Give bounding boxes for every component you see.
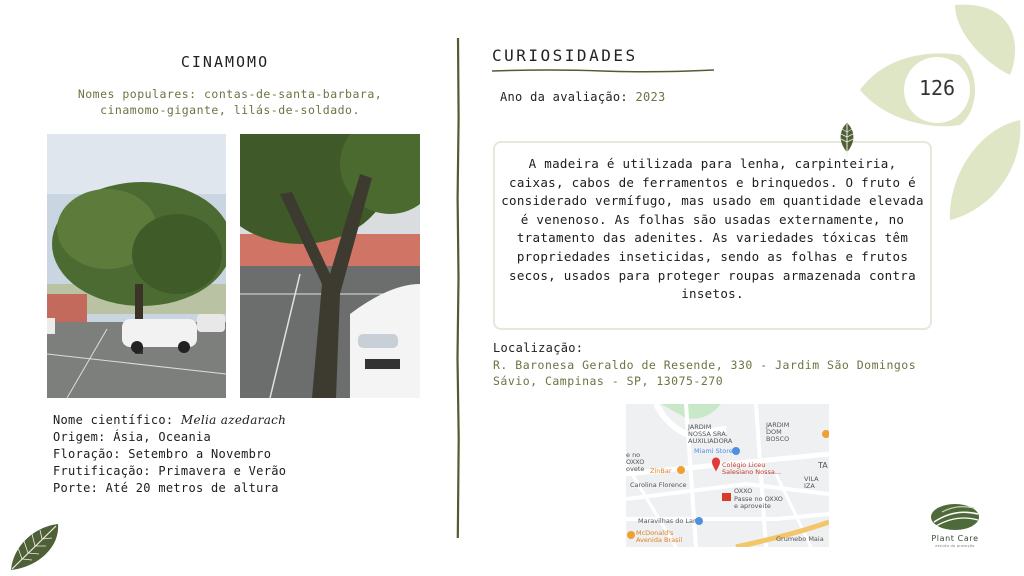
leaf-icon-bottom [8, 522, 62, 572]
tree-photo-1 [47, 134, 226, 398]
curiosities-title: CURIOSIDADES [492, 46, 638, 65]
flowering: Floração: Setembro a Novembro [53, 447, 272, 461]
evaluation-year-label: Ano da avaliação: [500, 90, 636, 104]
plant-care-logo [922, 500, 988, 552]
map-label-ta: TA [818, 461, 828, 470]
map-label-oxxo-left: e no OXXO ovete [626, 451, 645, 473]
map-label-colegio: Colégio Liceu Salesiano Nossa... [722, 461, 782, 476]
logo-mark-icon [922, 500, 988, 534]
map-label-carolina: Carolina Florence [630, 481, 687, 489]
location-address: R. Baronesa Geraldo de Resende, 330 - Jardim São Domingos Sávio, Campinas - SP, 13075-270 [493, 358, 917, 388]
plant-facts [53, 412, 286, 497]
title-underline [492, 68, 714, 74]
logo-name: Plant Care [931, 534, 979, 543]
map-label-zinbar: ZinBar [650, 467, 672, 475]
logo-tagline: estudo da proteção [935, 544, 975, 548]
evaluation-year [500, 90, 666, 104]
column-divider [456, 38, 460, 538]
map-label-maravilhas: Maravilhas do Lar [638, 517, 696, 525]
map-label-jardim-nossa: JARDIM NOSSA SRA. AUXILIADORA [688, 423, 733, 445]
scientific-name-value: Melia azedarach [180, 413, 287, 427]
origin: Origem: Ásia, Oceania [53, 430, 212, 444]
map-label-jardim-dom: JARDIM DOM BOSCO [766, 421, 790, 443]
map-label-vila: VILA IZA [804, 475, 819, 490]
popular-names: Nomes populares: contas-de-santa-barbara, cinamomo-gigante, lilás-de-soldado. [77, 87, 383, 117]
fruiting: Frutificação: Primavera e Verão [53, 464, 287, 478]
map-label-miami: Miami Store [694, 447, 733, 455]
scientific-name-label: Nome científico: [53, 413, 181, 427]
page-number: 126 [918, 76, 956, 100]
tree-photo-2 [240, 134, 420, 398]
map-label-mcdonalds: McDonald's Avenida Brasil [636, 529, 683, 544]
map-label-grumebo: Grumebo Maia [776, 535, 824, 543]
location-label: Localização: [493, 341, 584, 355]
decorative-leaves [860, 0, 1024, 230]
size: Porte: Até 20 metros de altura [53, 481, 279, 495]
map-label-oxxo: OXXO [734, 487, 753, 495]
curiosities-text: A madeira é utilizada para lenha, carpinteiria, caixas, cabos de ferramentos e brinquedos. O fruto é considerado vermífugo, mas usado em quantidade elevada é venenoso. As folhas são usadas externamente, no tratamento das adenites. As variedades tóxicas têm propriedades inseticidas, sendo as folhas e frutos secos, usados para proteger roupas armazenada contra insetos. [493, 141, 932, 330]
plant-title: CINAMOMO [180, 53, 270, 71]
evaluation-year-value: 2023 [635, 90, 666, 104]
location-map[interactable] [626, 404, 829, 547]
map-label-oxxo-sub: Passe no OXXO e aproveite [734, 495, 783, 510]
leaf-icon [836, 122, 858, 158]
scientific-name-row [53, 412, 286, 429]
